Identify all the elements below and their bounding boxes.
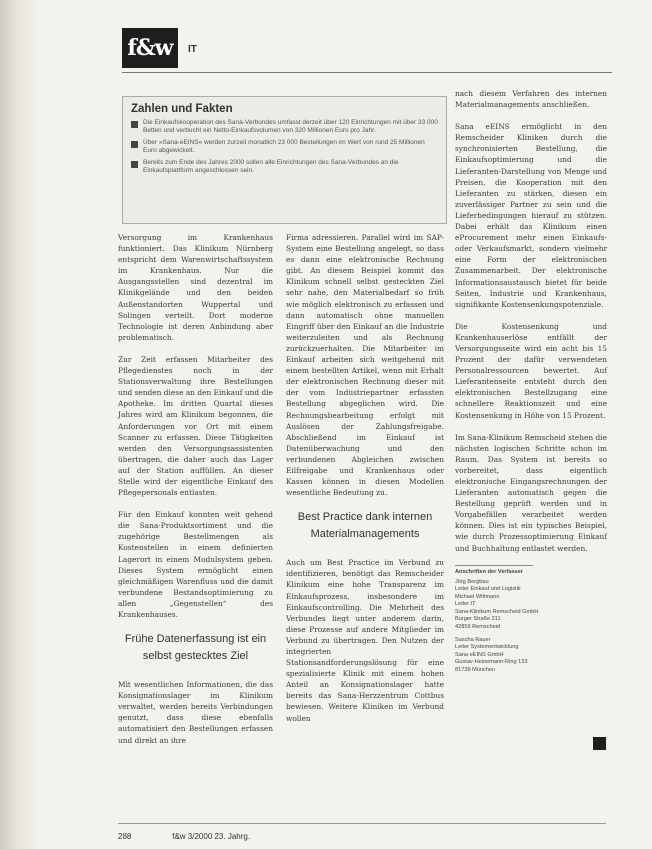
- author-line: Gustav-Heinemann-Ring 133: [455, 659, 528, 666]
- author-line: Leiter IT: [455, 601, 476, 608]
- paragraph: Für den Einkauf konnten weit gehend die Sana-Produktsortiment und die zugehörige Bestellmengen als Kostenstellen in einem definierten Lagerort in einem Modulsystem geben. Dieses System ermöglicht einen gleichmäßigen Warenfluss und die damit verbundene Bestandsoptimierung zu allen „Gegenstellen“ des Krankenhauses.: [118, 510, 273, 619]
- facts-item: [131, 119, 438, 135]
- paragraph: Die Kostensenkung und Krankenhauserlöse entfällt der Versorgungsseite wird ein acht bis 15 Prozent der dafür verwendeten Personalressourcen bewertet. Auf Lieferantenseite entsteht durch den elektronischen Bestellzugang eine schnellere Reaktionszeit und eine Kostensenkung in Höhe von 15 Prozent.: [455, 321, 607, 420]
- author-line: 81739 München: [455, 666, 496, 673]
- author-line: Sana-Klinikum Remscheid GmbH: [455, 608, 539, 615]
- paragraph: Mit wesentlichen Informationen, die das Konsignationslager im Klinikum verwaltet, werden bereits Verbindungen genutzt, dass diese ebenfalls automatisiert den Bestellungen erfassen und direkt an ihre: [118, 680, 273, 745]
- issue-info: f&w 3/2000 23. Jahrg.: [172, 832, 251, 841]
- page-footer: [118, 832, 250, 841]
- author-line: Jörg Bergbau: [455, 579, 489, 586]
- text-column-2: [286, 232, 444, 735]
- author-label: Anschriften der Verfasser: [455, 568, 524, 575]
- author-rule: [455, 565, 533, 566]
- magazine-logo: f&w: [122, 28, 178, 68]
- author-line: Michael Wittmann: [455, 593, 500, 600]
- section-label: IT: [188, 44, 197, 55]
- footer-rule: [118, 823, 606, 824]
- facts-title: Zahlen und Fakten: [131, 103, 233, 115]
- author-line: Leiter Systementwicklung: [455, 644, 519, 651]
- author-line: Sana eEINS GmbH: [455, 651, 504, 658]
- subheading: Frühe Datenerfassung ist ein selbst gestecktes Ziel: [124, 633, 267, 663]
- end-of-article-marker: [593, 737, 606, 750]
- author-line: Sascha Rauer: [455, 636, 491, 643]
- paragraph: nach diesem Verfahren des internen Materialmanagements anschließen.: [455, 89, 607, 110]
- text-column-3: [455, 88, 607, 674]
- page-number: 288: [118, 832, 132, 841]
- square-bullet-icon: [131, 121, 138, 128]
- square-bullet-icon: [131, 161, 138, 168]
- facts-item-text: Die Einkaufskooperation des Sana-Verbundes umfasst derzeit über 120 Einrichtungen mit über 33 000 Betten und verbucht ein Netto-Einkaufsvolumen von 320 Millionen Euro pro Jahr.: [143, 119, 438, 134]
- author-line: 42859 Remscheid: [455, 623, 501, 630]
- paragraph: Zur Zeit erfassen Mitarbeiter des Pflegedienstes noch in der Stationsverwaltung ihre Bestellungen und senden diese an den Einkauf und die Apotheke. Im dritten Quartal dieses Jahres wird am Klinikum begonnen, die Anforderungen vor Ort mit einem Scanner zu erfassen. Diese Tätigkeiten werden den Versorgungsassistenten übertragen, die daher auch das Lager auf der Station auffüllen. An dieser Stelle wird der eigentliche Einkauf des Pflegepersonals entlasten.: [118, 354, 273, 498]
- author-addresses: [455, 569, 607, 674]
- paragraph: Firma adressieren. Parallel wird im SAP-System eine Bestellung angelegt, so dass es dann eine elektronische Rechnung gibt. An diesem Beispiel kommt das Klinikum schnell selbst gesteckten Ziel sehr nahe, den Materialbedarf so früh wie möglich elektronisch zu erfassen und dann automatisch ohne manuellen Eingriff über den Einkauf an die Industrie weiterzuleiten und als Rechnung zurückzuerhalten. Die Mitarbeiter im Einkauf arbeiten sich weitgehend mit einem bestellten Artikel, wenn mit Erhalt der elektronischen Rechnung dieser mit der vom Industriepartner erfassten Bestellung abgeglichen wird. Die Rechnungsbearbeitung erfolgt mit Auslösen der Zahlungsfreigabe. Abschließend im Einkauf ist Datenüberwachung und den verbundenen Abgleichen zwischen Eilfreigabe und Krankenhaus oder Kassen können in diesen Modellen wesentliche Bedeutung zu.: [286, 233, 444, 498]
- header-rule: [122, 72, 612, 73]
- paragraph: Sana eEINS ermöglicht in den Remscheider Kliniken durch die synchronisierten Bestellung, die Einkaufsoptimierung und die Lieferanten-Darstellung von Menge und Preisen, die Kooperation mit den Lieferanten zu stärken, diesen ein zuverlässiger Partner zu sein und die Lieferbedingungen hierauf zu stützen. Dabei erhält das Klinikum einen eProcurement mehr einen Einkaufs- oder Verkaufsmarkt, sondern vielmehr eine Form der elektronischen Zusammenarbeit. Der elektronische Informationsaustausch bietet für beide Seiten, Industrie und Krankenhaus, signifikante Kostensenkungspotenziale.: [455, 122, 607, 309]
- subheading: Best Practice dank internen Materialmanagements: [297, 511, 433, 541]
- facts-item-text: Über »Sana-eEINS« werden zurzeit monatlich 23 000 Bestellungen im Wert von rund 25 Millionen Euro abgewickelt.: [143, 139, 425, 154]
- paragraph: Versorgung im Krankenhaus funktioniert. Das Klinikum Nürnberg entspricht dem Warenwirtschaftssystem im Krankenhaus. Nur die Ausgangsstellen sind dezentral im Klinikgelände und den beiden Außenstandorten Wuppertal und Solingen verteilt. Dort moderne Technologie ist deren Anbindung aber problematisch.: [118, 233, 273, 342]
- facts-item: [131, 139, 438, 155]
- facts-box: [122, 96, 447, 224]
- paragraph: Im Sana-Klinikum Remscheid stehen die nächsten logischen Schritte schon im Raum. Das System ist bereits so vorbereitet, dass eigentlich elektronische Eingangsrechnungen der Lieferanten automatisch gegen die Bestellung geprüft werden und in Vorgabefällen verarbeitet werden können. Dies ist ein typisches Beispiel, wie durch Prozessoptimierung Einkauf und Buchhaltung entlastet werden.: [455, 432, 607, 553]
- author-line: Leiter Einkauf und Logistik: [455, 586, 521, 593]
- square-bullet-icon: [131, 141, 138, 148]
- facts-item-text: Bereits zum Ende des Jahres 2000 sollen alle Einrichtungen des Sana-Verbundes an die Einkaufsplattform angeschlossen sein.: [143, 159, 399, 174]
- paragraph: Auch um Best Practice im Verbund zu identifizieren, benötigt das Remscheider Klinikum eine hohe Transparenz im Einkaufsprozess, insbesondere im Einkaufscontrolling. Die Mehrheit des Verbundes liegt unter anderem darin, diese Prozesse auf andere Mitglieder im Verbund zu übertragen. Den Nutzen der integrierten Stationsandforderungslösung für eine spezialisierte Klinik mit einem hohen Anteil an Konsignationslager hatte bereits das Sana-Herzzentrum Cottbus bewiesen. Weitere Kliniken im Verbund wollen: [286, 558, 444, 723]
- author-line: Burger Straße 211: [455, 616, 501, 623]
- text-column-1: [118, 232, 273, 757]
- facts-item: [131, 159, 438, 175]
